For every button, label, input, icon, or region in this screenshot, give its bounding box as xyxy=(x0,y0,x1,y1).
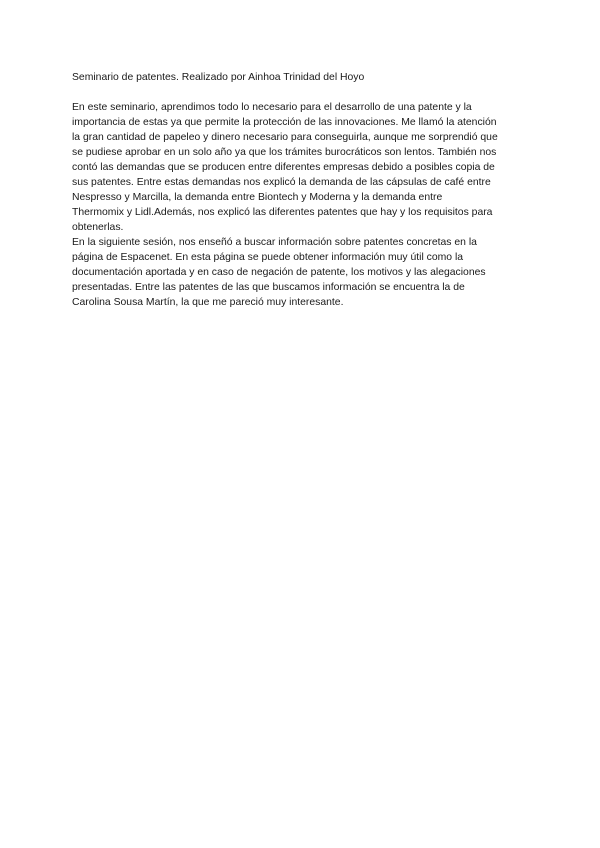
text-line: En la siguiente sesión, nos enseñó a buscar información sobre patentes concretas en la xyxy=(72,237,477,248)
text-line: se pudiese aprobar en un solo año ya que los trámites burocráticos son lentos. También nos xyxy=(72,147,497,158)
text-line: Thermomix y Lidl.Además, nos explicó las diferentes patentes que hay y los requisitos para xyxy=(72,207,493,218)
text-line: página de Espacenet. En esta página se puede obtener información muy útil como la xyxy=(72,252,464,263)
document-title: Seminario de patentes. Realizado por Ainhoa Trinidad del Hoyo xyxy=(72,72,365,83)
document-body xyxy=(72,70,532,310)
text-line: documentación aportada y en caso de negación de patente, los motivos y las alegaciones xyxy=(72,267,486,278)
text-line: sus patentes. Entre estas demandas nos explicó la demanda de las cápsulas de café entre xyxy=(72,177,491,188)
text-line: Nespresso y Marcilla, la demanda entre Biontech y Moderna y la demanda entre xyxy=(72,192,443,203)
text-line: Carolina Sousa Martín, la que me pareció muy interesante. xyxy=(72,297,344,308)
text-line: presentadas. Entre las patentes de las que buscamos información se encuentra la de xyxy=(72,282,465,293)
paragraph-second-session xyxy=(72,235,532,310)
text-line: En este seminario, aprendimos todo lo necesario para el desarrollo de una patente y la xyxy=(72,102,472,113)
text-line: importancia de estas ya que permite la protección de las innovaciones. Me llamó la atención xyxy=(72,117,497,128)
text-line: obtenerlas. xyxy=(72,222,124,233)
paragraph-seminar-summary xyxy=(72,100,532,235)
text-line: la gran cantidad de papeleo y dinero necesario para conseguirla, aunque me sorprendió que xyxy=(72,132,498,143)
text-line: contó las demandas que se producen entre diferentes empresas debido a posibles copia de xyxy=(72,162,495,173)
